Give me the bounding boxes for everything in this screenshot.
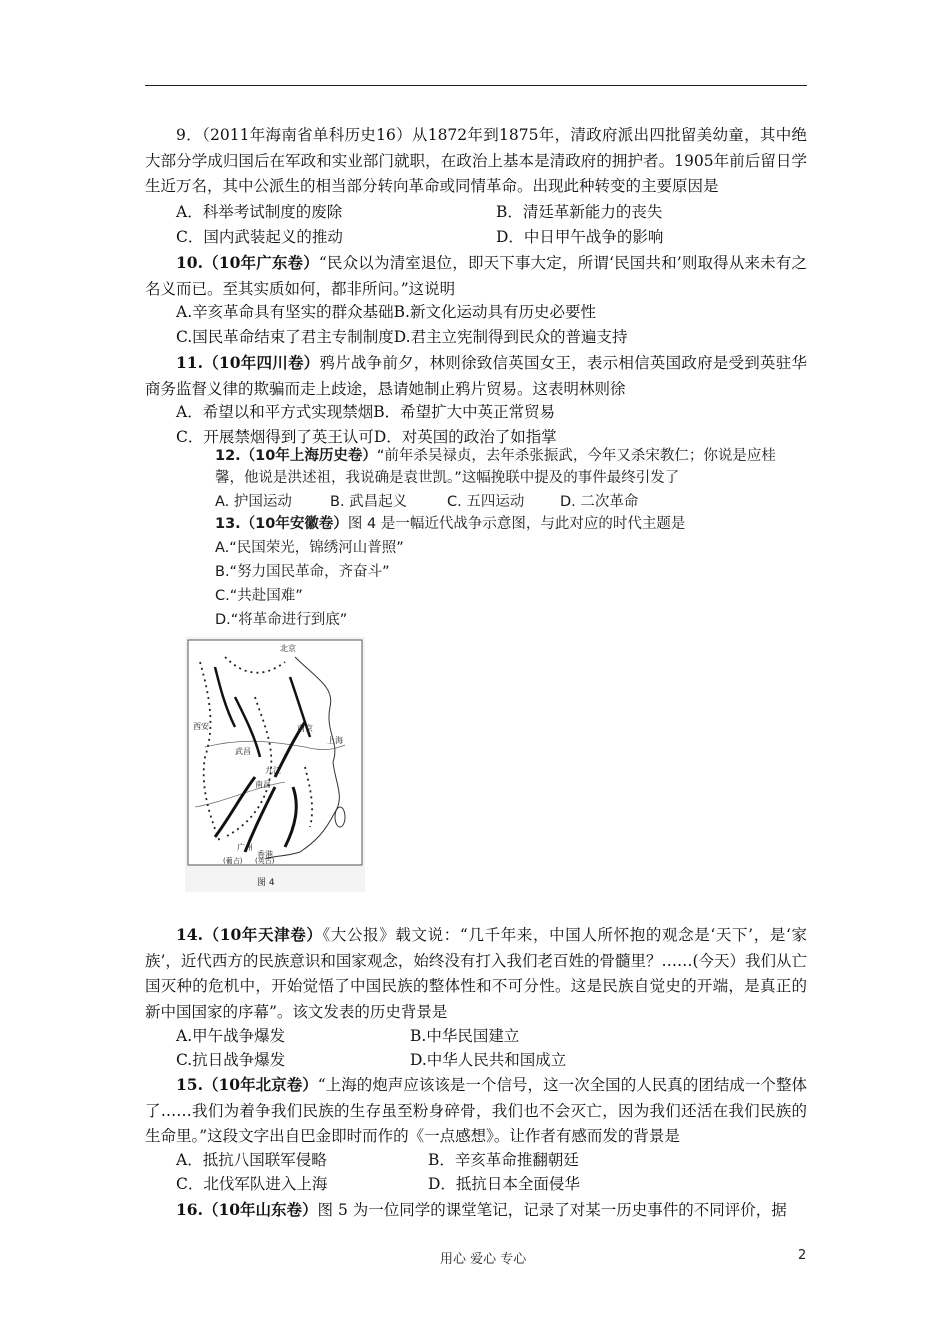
q9-option-c: C．国内武装起义的推动 [176,228,343,246]
q9-option-a: A．科举考试制度的废除 [176,203,343,221]
war-map-figure [185,637,365,892]
q9-option-b: B．清廷革新能力的丧失 [496,203,663,221]
map-label-guangzhou: 广州 [237,843,253,852]
page-number: 2 [798,1248,807,1263]
q12-option-a: A. 护国运动 [215,494,292,510]
q12-number: 12.（10年上海历史卷） [215,448,377,464]
q10-options-cd: C.国民革命结束了君主专制制度D.君主立宪制得到民众的普遍支持 [176,328,628,346]
map-label-nanchang: 南昌 [255,780,271,789]
q14-option-b: B.中华民国建立 [410,1027,520,1045]
map-label-xian: 西安 [193,722,209,731]
q16-number: 16.（10年山东卷） [176,1200,318,1219]
map-label-pu-zhan: (葡占) [223,857,243,865]
question-10-stem [145,250,807,302]
q15-option-c: C．北伐军队进入上海 [176,1175,328,1193]
q13-number: 13.（10年安徽卷） [215,516,348,532]
question-9-stem: 9．（2011年海南省单科历史16）从1872年到1875年，清政府派出四批留美幼童，其中绝大部分学成归国后在军政和实业部门就职，在政治上基本是清政府的拥护者。1905年前后留日学生近万名，其中公派生的相当部分转向革命或同情革命。出现此种转变的主要原因是 [145,126,807,195]
question-13-stem [215,512,685,536]
q15-option-a: A．抵抗八国联军侵略 [176,1151,327,1169]
q16-text: 图 5 为一位同学的课堂笔记，记录了对某一历史事件的不同评价，据 [317,1201,787,1219]
question-16-stem [145,1197,807,1224]
q10-options-ab: A.辛亥革命具有坚实的群众基础B.新文化运动具有历史必要性 [176,303,596,321]
map-label-wuchang: 武昌 [235,747,251,756]
q13-option-a: A.“民国荣光，锦绣河山普照” [215,540,404,556]
q12-text-1: “前年杀吴禄贞，去年杀张振武，今年又杀宋教仁；你说是应桂 [376,448,776,464]
q15-option-d: D．抵抗日本全面侵华 [428,1175,580,1193]
q15-number: 15.（10年北京卷） [176,1075,318,1094]
question-15-stem [145,1072,807,1150]
q11-options-ab: A．希望以和平方式实现禁烟B．希望扩大中英正常贸易 [176,403,556,421]
q11-options-cd: C．开展禁烟得到了英王认可D．对英国的政治了如指掌 [176,428,557,446]
q14-option-c: C.抗日战争爆发 [176,1051,286,1069]
q14-option-a: A.甲午战争爆发 [176,1027,286,1045]
q13-option-d: D.“将革命进行到底” [215,612,348,628]
q10-number: 10.（10年广东卷） [176,253,319,272]
q12-option-d: D. 二次革命 [560,494,639,510]
question-12-line-2: 馨，他说是洪述祖，我说确是袁世凯。”这幅挽联中提及的事件最终引发了 [215,470,680,486]
question-12-line-1 [215,444,776,468]
map-caption: 图 4 [257,878,275,888]
q11-number: 11.（10年四川卷） [176,353,320,372]
q9-option-d: D．中日甲午战争的影响 [496,228,664,246]
q11-text: 鸦片战争前夕，林则徐致信英国女王，表示相信英国政府是受到英驻华商务监督义律的欺骗而走上歧途，恳请她制止鸦片贸易。这表明林则徐 [145,354,807,398]
q15-option-b: B．辛亥革命推翻朝廷 [428,1151,579,1169]
question-14-stem [145,922,807,1025]
q13-text: 图 4 是一幅近代战争示意图，与此对应的时代主题是 [347,516,686,532]
q14-text: 《大公报》载文说：“几千年来，中国人所怀抱的观念是‘天下’，是‘家族’，近代西方的民族意识和国家观念，始终没有打入我们老百姓的骨髓里？……(今天）我们从亡国灭种的危机中，开始觉悟了中国民族的整体性和不可分性。这是民族自觉史的开端，是真正的新中国国家的序幕”。该文发表的历史背景是 [145,926,807,1021]
map-label-jiujiang: 九江 [265,766,281,775]
q10-text: “民众以为清室退位，即天下事大定，所谓‘民国共和’则取得从来未有之名义而已。至其实质如何，都非所问。”这说明 [145,254,807,298]
q14-option-d: D.中华人民共和国成立 [410,1051,567,1069]
q12-option-b: B. 武昌起义 [330,494,408,510]
question-11-stem [145,350,807,402]
map-label-nanjing: 南京 [297,724,313,733]
map-label-beijing: 北京 [280,644,296,653]
map-label-shanghai: 上海 [327,736,343,745]
map-label-ying-zhan: (英占) [255,857,275,865]
q13-option-c: C.“共赴国难” [215,588,303,604]
q15-text: “上海的炮声应该该是一个信号，这一次全国的人民真的团结成一个整体了……我们为着争我们民族的生存虽至粉身碎骨，我们也不会灭亡，因为我们还活在我们民族的生命里。”这段文字出自巴金即时而作的《一点感想》。让作者有感而发的背景是 [145,1076,807,1145]
q12-option-c: C. 五四运动 [447,494,525,510]
map-label-hongkong: 香港 [257,850,273,859]
q14-number: 14.（10年天津卷） [176,925,323,944]
q13-option-b: B.“努力国民革命，齐奋斗” [215,564,390,580]
header-rule [145,85,807,86]
footer-slogan: 用心 爱心 专心 [440,1252,527,1267]
